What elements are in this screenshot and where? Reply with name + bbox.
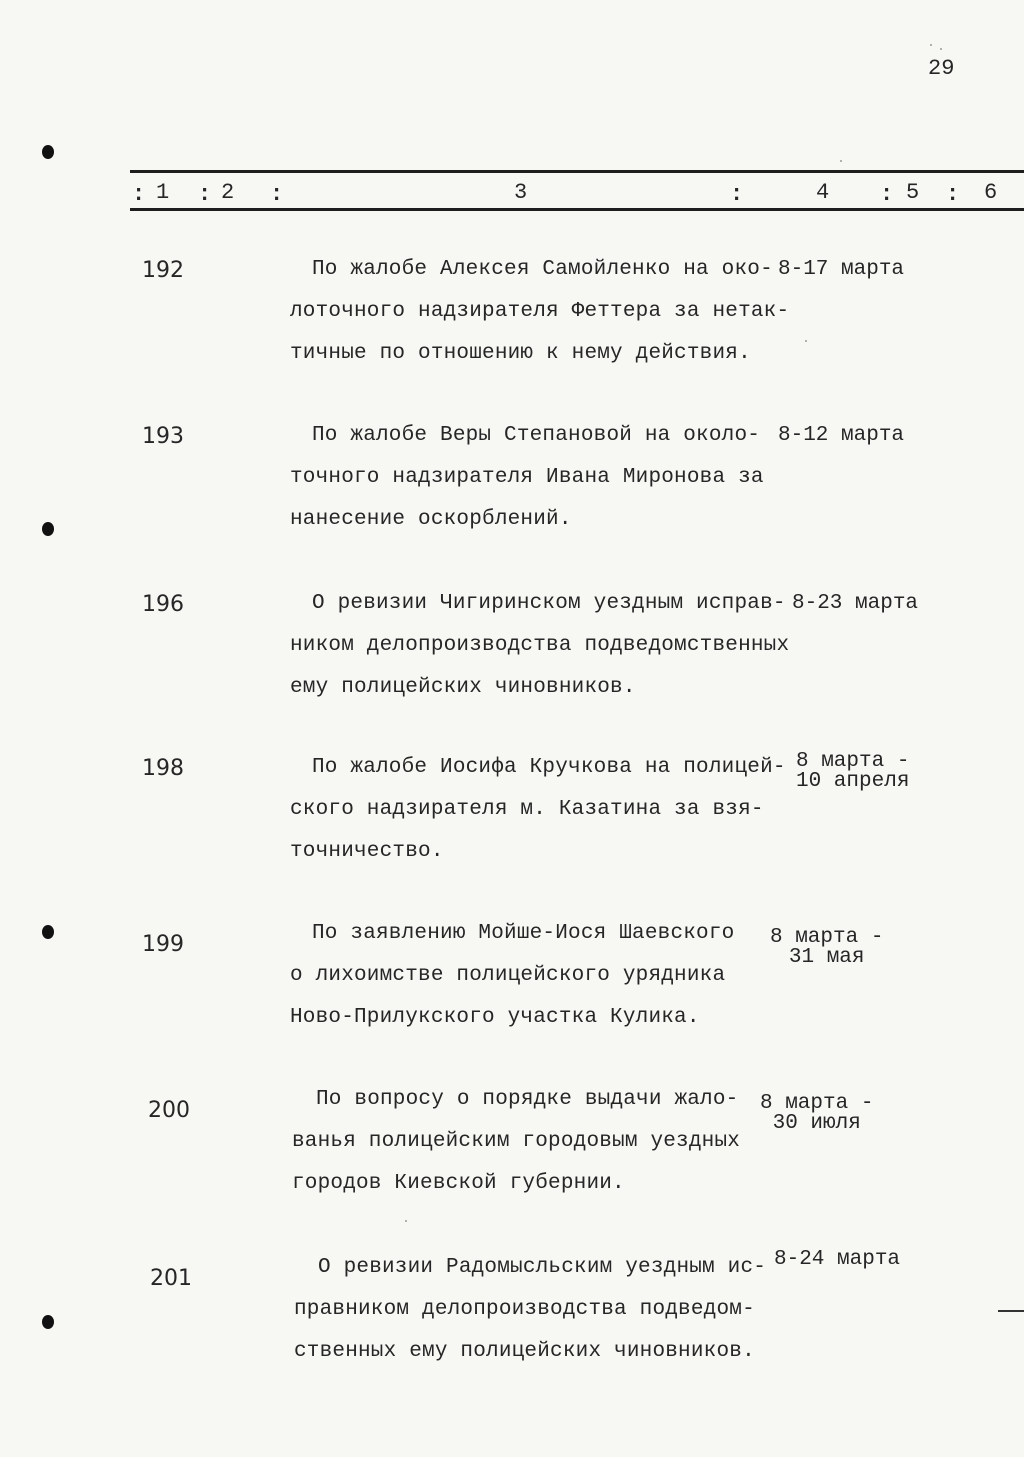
- row-text-line: правником делопроизводства подведом-: [294, 1298, 755, 1321]
- row-number: 193: [142, 424, 184, 449]
- row-text-line: О ревизии Радомысльским уездным ис-: [318, 1256, 767, 1279]
- row-text-line: городов Киевской губернии.: [292, 1172, 625, 1195]
- column-separator: :: [270, 182, 284, 207]
- binder-hole: [42, 145, 54, 159]
- row-text-line: точного надзирателя Ивана Миронова за: [290, 466, 764, 489]
- row-date-line: 8-12 марта: [778, 424, 905, 447]
- row-text-line: Ново-Прилукского участка Кулика.: [290, 1006, 700, 1029]
- row-text-line: ему полицейских чиновников.: [290, 676, 636, 699]
- column-separator: :: [198, 182, 212, 207]
- row-number: 199: [142, 932, 184, 957]
- column-header-5: 5: [906, 180, 920, 205]
- row-date-line: 30 июля: [772, 1112, 861, 1135]
- row-number: 201: [150, 1266, 192, 1291]
- row-text-line: лоточного надзирателя Феттера за нетак-: [290, 300, 790, 323]
- row-number: 200: [148, 1098, 190, 1123]
- row-text-line: нанесение оскорблений.: [290, 508, 572, 531]
- row-number: 198: [142, 756, 184, 781]
- row-date-line: 8-17 марта: [778, 258, 905, 281]
- row-text-line: О ревизии Чигиринском уездным исправ-: [312, 592, 786, 615]
- row-text-line: тичные по отношению к нему действия.: [290, 342, 751, 365]
- row-text-line: о лихоимстве полицейского урядника: [290, 964, 726, 987]
- row-date-line: 8 марта -: [760, 1092, 874, 1115]
- row-text-line: ского надзирателя м. Казатина за взя-: [290, 798, 764, 821]
- row-text-line: По заявлению Мойше-Иося Шаевского: [312, 922, 735, 945]
- row-date: [770, 928, 883, 968]
- row-text-line: По жалобе Алексея Самойленко на око-: [312, 258, 773, 281]
- row-date: [778, 260, 904, 280]
- column-header-3: 3: [514, 180, 528, 205]
- header-rule-top: [130, 170, 1024, 173]
- row-text-line: По жалобе Веры Степановой на около-: [312, 424, 761, 447]
- column-header-6: 6: [984, 180, 998, 205]
- paper-speck: [405, 1220, 407, 1222]
- table-row: [0, 1088, 1024, 1218]
- row-date-line: 8-24 марта: [774, 1248, 901, 1271]
- column-separator: :: [946, 182, 960, 207]
- table-row: [0, 258, 1024, 388]
- column-separator: :: [880, 182, 894, 207]
- row-text-line: ственных ему полицейских чиновников.: [294, 1340, 755, 1363]
- table-row: [0, 1248, 1024, 1386]
- row-text-line: ником делопроизводства подведомственных: [290, 634, 790, 657]
- paper-speck: [930, 44, 932, 46]
- row-date-line: 8 марта -: [796, 750, 910, 773]
- page-number: 29: [928, 56, 955, 81]
- header-rule-bottom: [130, 208, 1024, 211]
- column-header-2: 2: [221, 180, 235, 205]
- table-row: [0, 750, 1024, 886]
- row-text-line: точничество.: [290, 840, 444, 863]
- row-date: [796, 752, 909, 792]
- row-text-line: По вопросу о порядке выдачи жало-: [316, 1088, 739, 1111]
- row-date-line: 10 апреля: [796, 770, 910, 793]
- row-date: [760, 1094, 873, 1134]
- row-text-line: По жалобе Иосифа Кручкова на полицей-: [312, 756, 786, 779]
- row-date: [792, 594, 918, 614]
- table-row: [0, 424, 1024, 554]
- table-row: [0, 592, 1024, 722]
- row-date-line: 31 мая: [788, 946, 865, 969]
- paper-speck: [840, 160, 842, 162]
- paper-speck: [940, 48, 942, 50]
- row-number: 192: [142, 258, 184, 283]
- row-number: 196: [142, 592, 184, 617]
- row-date: [774, 1250, 900, 1270]
- column-header-1: 1: [156, 180, 170, 205]
- column-header-4: 4: [816, 180, 830, 205]
- row-date-line: 8-23 марта: [792, 592, 919, 615]
- column-separator: :: [132, 182, 146, 207]
- row-date: [778, 426, 904, 446]
- column-separator: :: [730, 182, 744, 207]
- table-row: [0, 922, 1024, 1052]
- row-date-line: 8 марта -: [770, 926, 884, 949]
- row-text-line: ванья полицейским городовым уездных: [292, 1130, 741, 1153]
